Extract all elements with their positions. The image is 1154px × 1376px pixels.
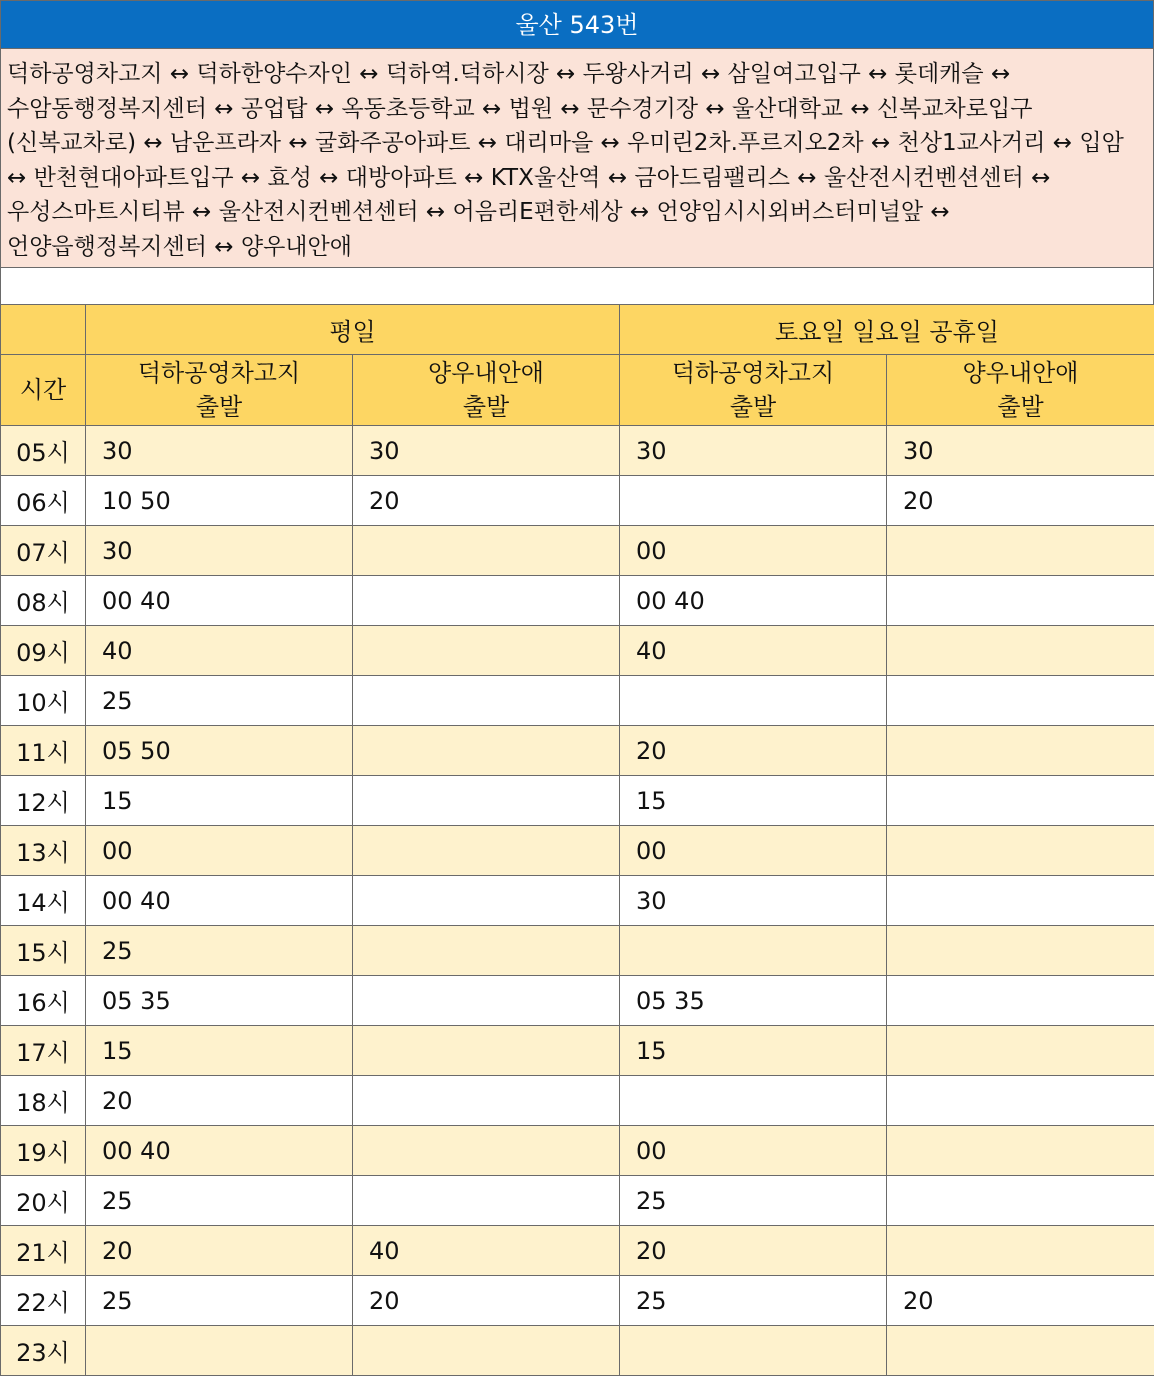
- weekday-from-b-cell: [353, 776, 620, 826]
- weekend-from-a-cell: 00 40: [620, 576, 887, 626]
- weekend-from-a-cell: 25: [620, 1176, 887, 1226]
- weekday-from-a-cell: 00 40: [86, 576, 353, 626]
- weekday-from-a-cell: 25: [86, 676, 353, 726]
- table-row: [1, 776, 1154, 826]
- weekend-from-b-cell: [887, 876, 1154, 926]
- weekday-from-b-cell: [353, 626, 620, 676]
- weekday-from-b-cell: [353, 526, 620, 576]
- weekend-from-a-cell: [620, 676, 887, 726]
- table-row: [1, 1226, 1154, 1276]
- weekday-from-a-cell: 30: [86, 526, 353, 576]
- hour-cell: 08시: [1, 576, 86, 626]
- hour-cell: 18시: [1, 1076, 86, 1126]
- table-row: [1, 576, 1154, 626]
- hour-cell: 14시: [1, 876, 86, 926]
- weekend-from-a-cell: [620, 476, 887, 526]
- weekend-from-a-header: [620, 355, 887, 426]
- weekday-from-a-cell: 25: [86, 1276, 353, 1326]
- weekday-from-a-cell: 30: [86, 426, 353, 476]
- weekend-from-a-cell: 00: [620, 1126, 887, 1176]
- weekend-from-a-cell: [620, 1326, 887, 1376]
- weekend-from-a-cell: [620, 926, 887, 976]
- weekday-from-b-cell: [353, 876, 620, 926]
- table-row: [1, 1326, 1154, 1376]
- weekday-from-a-cell: 05 50: [86, 726, 353, 776]
- weekend-from-b-header: [887, 355, 1154, 426]
- weekday-from-a-cell: 05 35: [86, 976, 353, 1026]
- hour-cell: 11시: [1, 726, 86, 776]
- weekday-from-a-cell: [86, 1326, 353, 1376]
- weekend-from-a-cell: 00: [620, 526, 887, 576]
- weekend-from-b-cell: 20: [887, 476, 1154, 526]
- table-row: [1, 726, 1154, 776]
- hour-cell: 19시: [1, 1126, 86, 1176]
- weekday-from-b-cell: 40: [353, 1226, 620, 1276]
- table-row: [1, 1276, 1154, 1326]
- weekday-from-b-cell: [353, 1076, 620, 1126]
- table-row: [1, 676, 1154, 726]
- weekday-from-a-cell: 40: [86, 626, 353, 676]
- weekend-from-b-cell: [887, 926, 1154, 976]
- hour-cell: 17시: [1, 1026, 86, 1076]
- hour-cell: 23시: [1, 1326, 86, 1376]
- weekday-from-a-cell: 00 40: [86, 1126, 353, 1176]
- hour-cell: 16시: [1, 976, 86, 1026]
- weekday-from-b-cell: [353, 976, 620, 1026]
- weekday-from-b-cell: [353, 1126, 620, 1176]
- weekday-from-a-cell: 25: [86, 926, 353, 976]
- weekend-from-a-cell: 25: [620, 1276, 887, 1326]
- weekday-from-b-cell: [353, 726, 620, 776]
- weekend-from-b-cell: [887, 576, 1154, 626]
- weekday-from-b-header: [353, 355, 620, 426]
- weekend-from-a-cell: 05 35: [620, 976, 887, 1026]
- weekday-from-b-cell: [353, 1326, 620, 1376]
- weekday-from-a-cell: 00 40: [86, 876, 353, 926]
- hour-cell: 06시: [1, 476, 86, 526]
- table-row: [1, 1176, 1154, 1226]
- hour-cell: 12시: [1, 776, 86, 826]
- table-row: [1, 476, 1154, 526]
- spacer-row: [0, 268, 1154, 304]
- weekend-from-b-cell: 20: [887, 1276, 1154, 1326]
- weekend-from-b-cell: [887, 1326, 1154, 1376]
- weekday-from-b-cell: [353, 826, 620, 876]
- table-row: [1, 626, 1154, 676]
- table-row: [1, 976, 1154, 1026]
- weekend-from-b-cell: [887, 976, 1154, 1026]
- weekend-from-a-cell: 00: [620, 826, 887, 876]
- weekday-from-a-cell: 15: [86, 776, 353, 826]
- header-blank: [1, 305, 86, 355]
- weekend-from-b-cell: [887, 676, 1154, 726]
- weekday-from-a-cell: 00: [86, 826, 353, 876]
- weekday-from-b-cell: [353, 1026, 620, 1076]
- weekday-from-a-cell: 10 50: [86, 476, 353, 526]
- route-stops: 덕하공영차고지 ↔ 덕하한양수자인 ↔ 덕하역.덕하시장 ↔ 두왕사거리 ↔ 삼일여고입구 ↔ 롯데캐슬 ↔ 수암동행정복지센터 ↔ 공업탑 ↔ 옥동초등학교 ↔ 법원 ↔ 문수경기장 ↔ 울산대학교 ↔ 신복교차로입구(신복교차로) ↔ 남운프라자 ↔ 굴화주공아파트 ↔ 대리마을 ↔ 우미린2차.푸르지오2차 ↔ 천상1교사거리 ↔ 입암 ↔ 반천현대아파트입구 ↔ 효성 ↔ 대방아파트 ↔ KTX울산역 ↔ 금아드림팰리스 ↔ 울산전시컨벤션센터 ↔ 우성스마트시티뷰 ↔ 울산전시컨벤션센터 ↔ 어음리E편한세상 ↔ 언양임시시외버스터미널앞 ↔ 언양읍행정복지센터 ↔ 양우내안애: [0, 49, 1154, 268]
- table-row: [1, 926, 1154, 976]
- hour-cell: 07시: [1, 526, 86, 576]
- weekend-from-b-cell: [887, 626, 1154, 676]
- origin-label: 양우내안애: [887, 356, 1154, 390]
- route-title: 울산 543번: [0, 0, 1154, 49]
- hour-cell: 13시: [1, 826, 86, 876]
- time-column-header: 시간: [1, 355, 86, 426]
- weekend-from-b-cell: 30: [887, 426, 1154, 476]
- weekend-from-b-cell: [887, 1126, 1154, 1176]
- origin-label: 덕하공영차고지: [86, 356, 352, 390]
- timetable: [0, 304, 1154, 1376]
- weekday-from-a-cell: 20: [86, 1076, 353, 1126]
- weekend-from-a-cell: 30: [620, 426, 887, 476]
- weekend-from-a-cell: 20: [620, 726, 887, 776]
- table-row: [1, 526, 1154, 576]
- depart-label: 출발: [620, 390, 886, 424]
- origin-label: 덕하공영차고지: [620, 356, 886, 390]
- origin-label: 양우내안애: [353, 356, 619, 390]
- weekday-from-b-cell: [353, 576, 620, 626]
- weekend-from-b-cell: [887, 826, 1154, 876]
- weekend-header: 토요일 일요일 공휴일: [620, 305, 1154, 355]
- weekend-from-b-cell: [887, 1026, 1154, 1076]
- weekday-from-b-cell: 20: [353, 476, 620, 526]
- table-row: [1, 1026, 1154, 1076]
- table-row: [1, 876, 1154, 926]
- weekend-from-a-cell: [620, 1076, 887, 1126]
- weekend-from-b-cell: [887, 776, 1154, 826]
- weekend-from-a-cell: 20: [620, 1226, 887, 1276]
- hour-cell: 15시: [1, 926, 86, 976]
- weekend-from-b-cell: [887, 1226, 1154, 1276]
- weekday-from-b-cell: 30: [353, 426, 620, 476]
- table-row: [1, 1076, 1154, 1126]
- weekday-from-b-cell: 20: [353, 1276, 620, 1326]
- weekday-header: 평일: [86, 305, 620, 355]
- weekday-from-b-cell: [353, 676, 620, 726]
- table-row: [1, 826, 1154, 876]
- weekend-from-b-cell: [887, 526, 1154, 576]
- weekday-from-a-cell: 20: [86, 1226, 353, 1276]
- table-row: [1, 1126, 1154, 1176]
- table-row: [1, 426, 1154, 476]
- weekday-from-b-cell: [353, 926, 620, 976]
- depart-label: 출발: [887, 390, 1154, 424]
- weekday-from-b-cell: [353, 1176, 620, 1226]
- weekday-from-a-cell: 25: [86, 1176, 353, 1226]
- weekday-from-a-cell: 15: [86, 1026, 353, 1076]
- timetable-body: [1, 426, 1154, 1376]
- depart-label: 출발: [86, 390, 352, 424]
- weekend-from-a-cell: 30: [620, 876, 887, 926]
- weekend-from-b-cell: [887, 726, 1154, 776]
- hour-cell: 22시: [1, 1276, 86, 1326]
- hour-cell: 10시: [1, 676, 86, 726]
- hour-cell: 09시: [1, 626, 86, 676]
- weekend-from-a-cell: 15: [620, 1026, 887, 1076]
- weekend-from-a-cell: 15: [620, 776, 887, 826]
- weekend-from-a-cell: 40: [620, 626, 887, 676]
- hour-cell: 05시: [1, 426, 86, 476]
- weekday-from-a-header: [86, 355, 353, 426]
- weekend-from-b-cell: [887, 1176, 1154, 1226]
- weekend-from-b-cell: [887, 1076, 1154, 1126]
- hour-cell: 20시: [1, 1176, 86, 1226]
- depart-label: 출발: [353, 390, 619, 424]
- hour-cell: 21시: [1, 1226, 86, 1276]
